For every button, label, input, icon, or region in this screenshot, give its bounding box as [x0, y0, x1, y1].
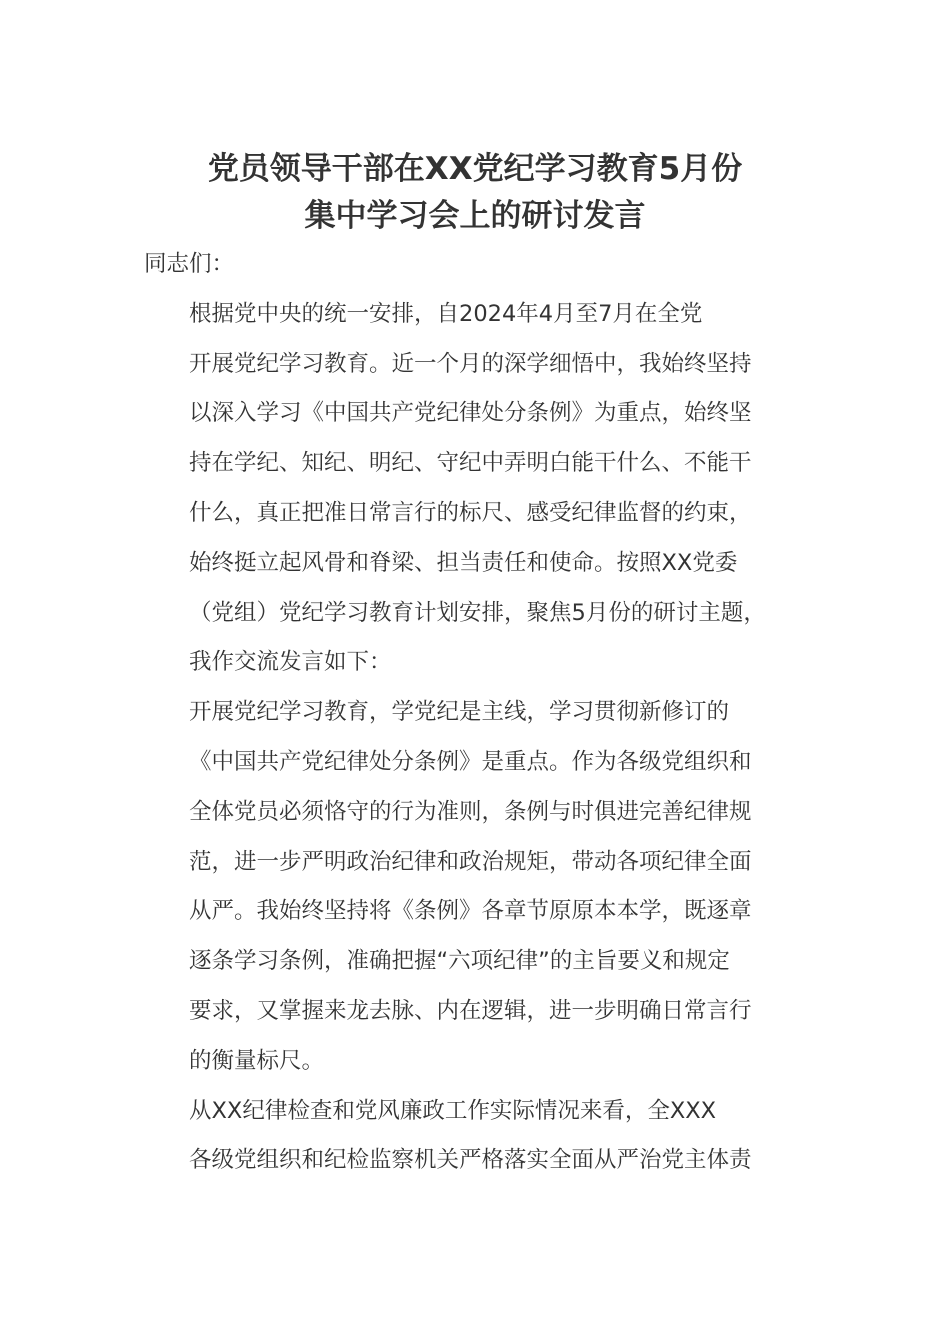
paragraph-line: 以深入学习《中国共产党纪律处分条例》为重点，始终坚 — [189, 400, 752, 427]
paragraph-line: 持在学纪、知纪、明纪、守纪中弄明白能干什么、不能干 — [189, 450, 752, 477]
paragraph-line: 逐条学习条例，准确把握“六项纪律”的主旨要义和规定 — [189, 948, 730, 975]
paragraph-line: 《中国共产党纪律处分条例》是重点。作为各级党组织和 — [189, 748, 752, 775]
paragraph-line: 开展党纪学习教育，学党纪是主线，学习贯彻新修订的 — [189, 699, 730, 726]
paragraph-line: 从严。我始终坚持将《条例》各章节原原本本学，既逐章 — [189, 898, 752, 925]
document-title — [120, 146, 830, 240]
salutation: 同志们： — [144, 251, 235, 277]
paragraph-line: 范，进一步严明政治纪律和政治规矩，带动各项纪律全面 — [189, 848, 752, 875]
paragraph-3 — [144, 1087, 804, 1187]
paragraph-2 — [144, 688, 804, 1086]
paragraph-line: （党组）党纪学习教育计划安排，聚焦5月份的研讨主题， — [189, 599, 766, 626]
paragraph-line: 根据党中央的统一安排，自2024年4月至7月在全党 — [189, 300, 703, 327]
paragraph-line: 全体党员必须恪守的行为准则，条例与时俱进完善纪律规 — [189, 798, 752, 825]
paragraph-line: 我作交流发言如下： — [189, 649, 392, 676]
paragraph-line: 各级党组织和纪检监察机关严格落实全面从严治党主体责 — [189, 1147, 752, 1174]
paragraph-line: 从XX纪律检查和党风廉政工作实际情况来看，全XXX — [189, 1097, 717, 1124]
paragraph-line: 什么，真正把准日常言行的标尺、感受纪律监督的约束， — [189, 499, 752, 526]
paragraph-1 — [144, 290, 804, 688]
paragraph-line: 的衡量标尺。 — [189, 1047, 325, 1074]
paragraph-line: 要求，又掌握来龙去脉、内在逻辑，进一步明确日常言行 — [189, 997, 752, 1024]
document-body — [144, 240, 804, 1186]
title-line-2: 集中学习会上的研讨发言 — [304, 198, 646, 234]
paragraph-line: 开展党纪学习教育。近一个月的深学细悟中，我始终坚持 — [189, 350, 752, 377]
paragraph-line: 始终挺立起风骨和脊梁、担当责任和使命。按照XX党委 — [189, 549, 738, 576]
title-line-1: 党员领导干部在XX党纪学习教育5月份 — [207, 151, 743, 187]
